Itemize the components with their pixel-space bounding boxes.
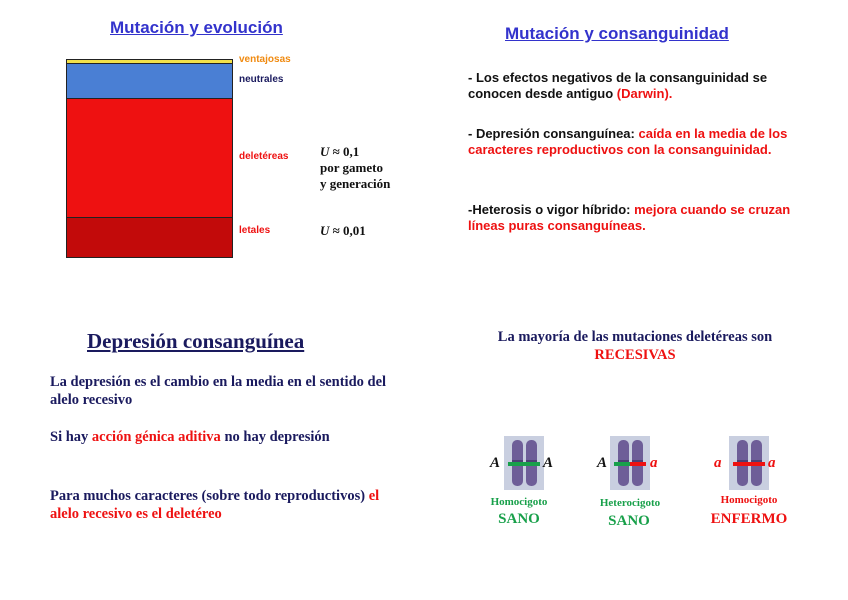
formula-approx: ≈ 0,1 — [332, 144, 360, 159]
formula-letales — [320, 223, 366, 239]
allele-left: A — [597, 455, 608, 471]
bullet-text: - Depresión consanguínea: — [468, 126, 639, 141]
paragraph-text: no hay depresión — [220, 429, 330, 445]
label-deletereas: deletéreas — [239, 151, 289, 162]
paragraph-depresion: La depresión es el cambio en la media en el sentido del alelo recesivo — [50, 374, 387, 408]
paragraph-text: Para muchos caracteres (sobre todo reproductivos) — [50, 488, 369, 504]
heading-red: RECESIVAS — [594, 347, 676, 363]
bullet-efectos — [468, 70, 818, 102]
bullet-heterosis — [468, 202, 818, 234]
allele-left: a — [714, 455, 722, 471]
allele-right: A — [543, 455, 554, 471]
genotype-label: Heterocigoto — [599, 497, 661, 509]
allele-band-green — [508, 462, 540, 466]
paragraph-aditiva — [50, 428, 395, 446]
bullet-red-text: mejora cuando se cruzan líneas puras consanguíneas. — [468, 202, 791, 233]
formula-approx: ≈ 0,01 — [332, 223, 366, 238]
paragraph-red-text: el alelo recesivo es el deletéreo — [50, 488, 380, 522]
allele-right: a — [650, 455, 658, 471]
bullet-text: - Los efectos negativos de la consanguinidad se conocen desde antiguo — [468, 70, 768, 101]
bullet-red-text: caída en la media de los caracteres reproductivos con la consanguinidad. — [468, 126, 788, 157]
formula-deletereas — [320, 144, 390, 192]
formula-u: U — [320, 144, 330, 159]
bullet-depresion — [468, 126, 818, 158]
genotype-label: Homocigoto — [490, 496, 548, 508]
state-label: SANO — [498, 511, 540, 527]
bar-segment-letales — [66, 217, 233, 258]
paragraph-red-text: acción génica aditiva — [91, 429, 221, 445]
chromosome-pair-icon — [729, 436, 769, 490]
chromosome-pair-icon — [504, 436, 544, 490]
mutacion-consanguinidad-title: Mutación y consanguinidad — [505, 24, 729, 43]
allele-right: a — [768, 455, 776, 471]
label-letales: letales — [239, 225, 271, 236]
state-label: ENFERMO — [710, 511, 788, 527]
formula-line3: y generación — [320, 176, 391, 191]
allele-left: A — [490, 455, 501, 471]
depresion-consanguinea-title: Depresión consanguínea — [87, 329, 305, 353]
paragraph-recesivo — [50, 487, 395, 523]
mutacion-evolucion-title: Mutación y evolución — [110, 18, 283, 37]
bullet-text: -Heterosis o vigor híbrido: — [468, 202, 635, 217]
bullet-red-text: (Darwin). — [616, 86, 673, 101]
label-neutrales: neutrales — [239, 74, 284, 85]
allele-band-green — [614, 462, 630, 466]
label-ventajosas: ventajosas — [239, 54, 291, 65]
recesivas-heading — [450, 328, 820, 364]
genotype-label: Homocigoto — [720, 494, 778, 506]
chromosome-pair-icon — [610, 436, 650, 490]
formula-u: U — [320, 223, 330, 238]
heading-line: La mayoría de las mutaciones deletéreas son — [497, 329, 773, 345]
bar-segment-neutrales — [66, 63, 233, 99]
paragraph-text: Si hay — [50, 429, 92, 445]
state-label: SANO — [608, 513, 650, 529]
allele-band-red — [630, 462, 646, 466]
formula-line2: por gameto — [320, 160, 383, 175]
allele-band-red — [733, 462, 765, 466]
bar-segment-deletereas — [66, 98, 233, 218]
